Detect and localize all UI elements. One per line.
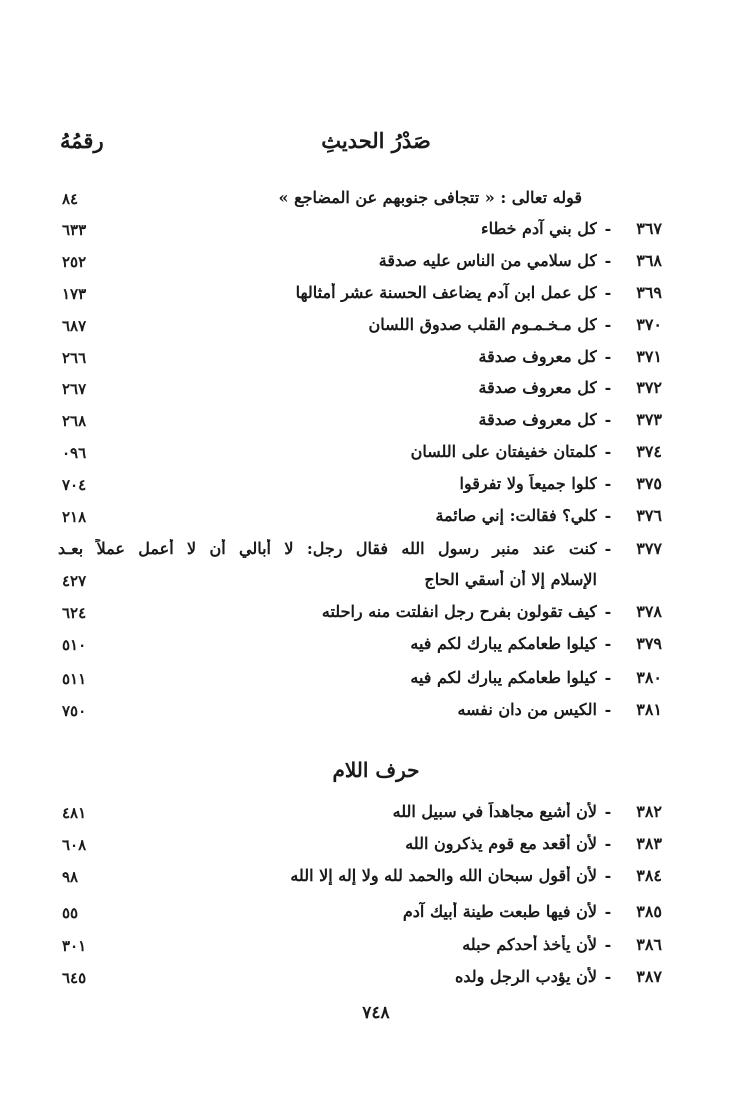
section-heading: حرف اللام <box>332 758 420 782</box>
entry-dash: - <box>604 802 612 821</box>
entry-index: ٣٨٣ <box>636 834 662 853</box>
entry-dash: - <box>604 967 612 986</box>
entry-index: ٣٦٧ <box>636 219 662 238</box>
list-item <box>0 277 752 307</box>
entry-text: كل معروف صدقة <box>478 410 597 429</box>
entry-number: ١٧٣ <box>62 285 87 303</box>
entry-text: كيلوا طعامكم يبارك لكم فيه <box>410 634 597 653</box>
entry-dash: - <box>604 539 612 558</box>
list-item <box>0 896 752 926</box>
entry-dash: - <box>604 283 612 302</box>
entry-dash: - <box>604 347 612 366</box>
entry-text: لأن يؤدب الرجل ولده <box>454 967 597 986</box>
entry-text: كل سلامي من الناس عليه صدقة <box>378 251 597 270</box>
entry-text: لأن فيها طبعت طينة أبيك آدم <box>402 902 597 921</box>
entry-text: لأن أقول سبحان الله والحمد لله ولا إله إلا الله <box>290 866 597 885</box>
list-item <box>0 628 752 658</box>
entry-text: لأن يأخذ أحدكم حبله <box>462 935 597 954</box>
entry-number: ٥١٠ <box>62 636 87 654</box>
entry-number: ٦٠٨ <box>62 836 87 854</box>
entry-number: ٤٢٧ <box>62 572 87 590</box>
entry-text: لأن أشيع مجاهداً في سبيل الله <box>392 802 597 821</box>
entry-dash: - <box>604 506 612 525</box>
entry-index: ٣٧٠ <box>636 315 662 334</box>
entry-dash: - <box>604 700 612 719</box>
list-item <box>0 662 752 692</box>
entry-index: ٣٨٧ <box>636 967 662 986</box>
entry-dash: - <box>604 866 612 885</box>
intro-number: ٨٤ <box>62 190 79 208</box>
entry-dash: - <box>604 378 612 397</box>
list-item <box>0 533 752 563</box>
entry-index: ٣٧٤ <box>636 442 662 461</box>
list-item <box>0 404 752 434</box>
page-number: ٧٤٨ <box>362 1003 390 1023</box>
entry-index: ٣٦٩ <box>636 283 662 302</box>
entry-number: ٦٣٣ <box>62 221 87 239</box>
list-item-continuation <box>0 564 752 594</box>
entry-dash: - <box>604 442 612 461</box>
entry-number: ٢٦٦ <box>62 349 87 367</box>
entry-dash: - <box>604 634 612 653</box>
list-item <box>0 796 752 826</box>
entry-index: ٣٧٥ <box>636 474 662 493</box>
entry-index: ٣٧٣ <box>636 410 662 429</box>
table-header <box>60 128 692 162</box>
list-item <box>0 694 752 724</box>
entry-text: كلي؟ فقالت: إني صائمة <box>435 506 597 525</box>
entry-dash: - <box>604 219 612 238</box>
entry-number: ٧٥٠ <box>62 702 87 720</box>
list-item <box>0 828 752 858</box>
entry-text: كل بني آدم خطاء <box>481 219 597 238</box>
entry-text: كيلوا طعامكم يبارك لكم فيه <box>410 668 597 687</box>
entry-number: ٦٤٥ <box>62 969 87 987</box>
entry-dash: - <box>604 935 612 954</box>
entry-text-continuation: الإسلام إلا أن أسقي الحاج <box>424 570 597 589</box>
entry-text: كنت عند منبر رسول الله فقال رجل: لا أبالي أن لا أعمل عملاً بعـد <box>58 539 597 558</box>
entry-text: كلوا جميعاً ولا تفرقوا <box>459 474 597 493</box>
entry-text: كل معروف صدقة <box>478 378 597 397</box>
entry-number: ٩٨ <box>62 868 79 886</box>
list-item <box>0 860 752 890</box>
entry-dash: - <box>604 315 612 334</box>
entry-dash: - <box>604 602 612 621</box>
entry-number: ٠٩٦ <box>62 444 87 462</box>
entry-index: ٣٦٨ <box>636 251 662 270</box>
entry-dash: - <box>604 410 612 429</box>
entry-text: لأن أقعد مع قوم يذكرون الله <box>405 834 597 853</box>
entry-text: الكيس من دان نفسه <box>457 700 597 719</box>
entry-number: ٢١٨ <box>62 508 87 526</box>
column-title-hadith: صَدْرُ الحديثِ <box>321 128 431 153</box>
entry-index: ٣٧٨ <box>636 602 662 621</box>
entry-text: كيف تقولون بفرح رجل انفلتت منه راحلته <box>321 602 597 621</box>
entry-text: كل معروف صدقة <box>478 347 597 366</box>
entry-dash: - <box>604 834 612 853</box>
entry-index: ٣٧٢ <box>636 378 662 397</box>
entry-number: ٣٠١ <box>62 937 87 955</box>
entry-index: ٣٧٦ <box>636 506 662 525</box>
entry-index: ٣٨٠ <box>636 668 662 687</box>
entry-number: ٢٦٨ <box>62 412 87 430</box>
column-title-number: رقمُهُ <box>60 128 104 153</box>
entry-text: كلمتان خفيفتان على اللسان <box>410 442 597 461</box>
intro-row <box>0 182 752 212</box>
entry-number: ٧٠٤ <box>62 476 87 494</box>
list-item <box>0 468 752 498</box>
list-item <box>0 596 752 626</box>
entry-index: ٣٧٧ <box>636 539 662 558</box>
entry-index: ٣٨٢ <box>636 802 662 821</box>
entry-index: ٣٨٤ <box>636 866 662 885</box>
entry-number: ٥٥ <box>62 904 79 922</box>
entry-index: ٣٨٥ <box>636 902 662 921</box>
list-item <box>0 245 752 275</box>
list-item <box>0 929 752 959</box>
entry-index: ٣٨١ <box>636 700 662 719</box>
entry-text: كل عمل ابن آدم يضاعف الحسنة عشر أمثالها <box>295 283 597 302</box>
entry-number: ٦٢٤ <box>62 604 87 622</box>
entry-number: ٦٨٧ <box>62 317 87 335</box>
entry-number: ٥١١ <box>62 670 87 688</box>
entry-number: ٤٨١ <box>62 804 87 822</box>
entry-index: ٣٨٦ <box>636 935 662 954</box>
entry-dash: - <box>604 668 612 687</box>
entry-number: ٢٦٧ <box>62 380 87 398</box>
list-item <box>0 436 752 466</box>
entry-index: ٣٧٩ <box>636 634 662 653</box>
list-item <box>0 341 752 371</box>
entry-dash: - <box>604 902 612 921</box>
entry-number: ٢٥٢ <box>62 253 87 271</box>
list-item <box>0 500 752 530</box>
entry-text: كل مـخـمـوم القلب صدوق اللسان <box>368 315 597 334</box>
list-item <box>0 213 752 243</box>
intro-text: قوله تعالى : « تتجافى جنوبهم عن المضاجع » <box>278 188 582 207</box>
entry-dash: - <box>604 251 612 270</box>
list-item <box>0 372 752 402</box>
list-item <box>0 961 752 991</box>
entry-dash: - <box>604 474 612 493</box>
list-item <box>0 309 752 339</box>
entry-index: ٣٧١ <box>636 347 662 366</box>
